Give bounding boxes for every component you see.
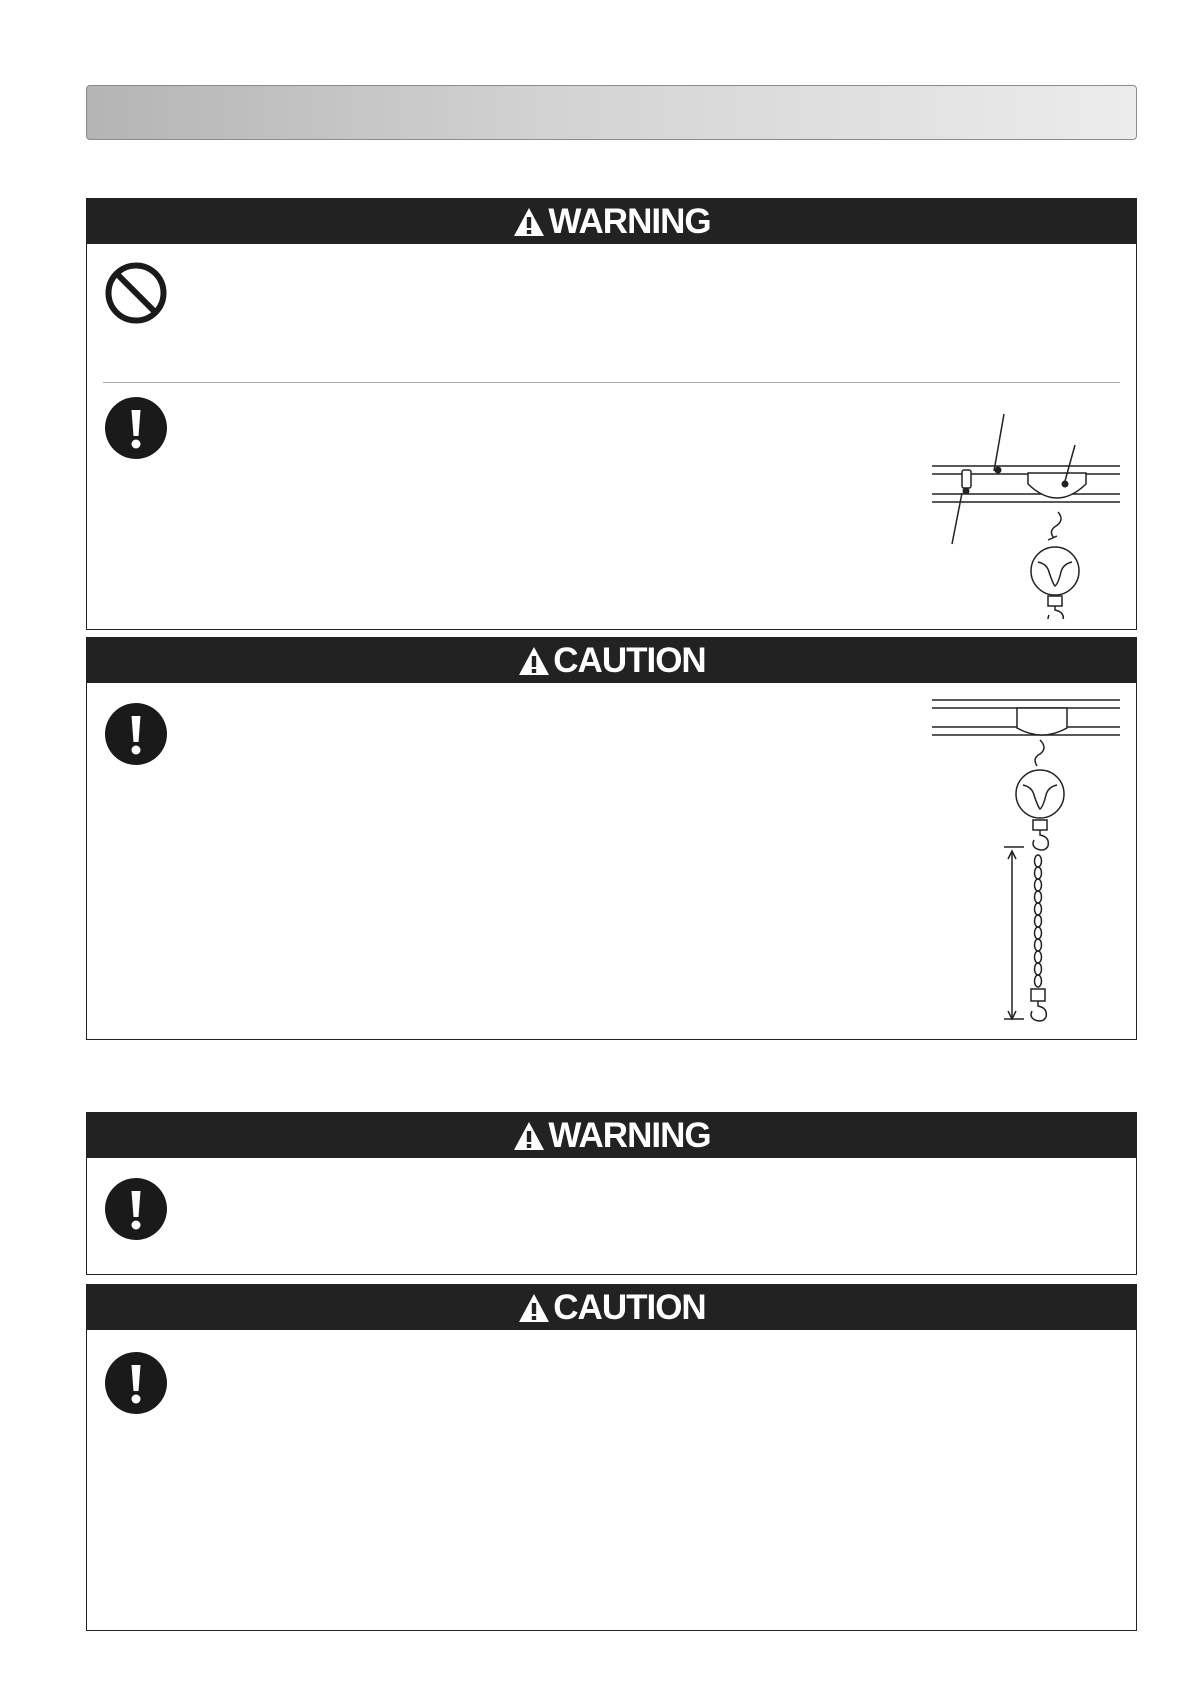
caution-label: CAUTION xyxy=(553,640,706,680)
caution-section-2 xyxy=(86,1284,1137,1631)
hoist-chain-length-illustration xyxy=(932,698,1122,1033)
warning-header xyxy=(87,199,1136,244)
warning-label: WARNING xyxy=(548,1115,711,1155)
warning-header xyxy=(87,1113,1136,1158)
mandatory-action-icon xyxy=(104,1351,168,1415)
mandatory-action-icon xyxy=(104,702,168,766)
warning-section-1 xyxy=(86,198,1137,630)
caution-label: CAUTION xyxy=(553,1287,706,1327)
warning-triangle-icon xyxy=(517,645,551,677)
caution-header xyxy=(87,638,1136,683)
hoist-trolley-illustration xyxy=(932,414,1122,619)
warning-triangle-icon xyxy=(512,206,546,238)
mandatory-action-icon xyxy=(104,1177,168,1241)
section-title-bar xyxy=(86,85,1137,140)
mandatory-action-icon xyxy=(104,396,168,460)
divider xyxy=(103,382,1120,383)
warning-triangle-icon xyxy=(512,1120,546,1152)
warning-label: WARNING xyxy=(548,201,711,241)
prohibition-icon xyxy=(104,261,168,325)
warning-triangle-icon xyxy=(517,1292,551,1324)
caution-section-1 xyxy=(86,637,1137,1040)
caution-header xyxy=(87,1285,1136,1330)
warning-section-2 xyxy=(86,1112,1137,1275)
